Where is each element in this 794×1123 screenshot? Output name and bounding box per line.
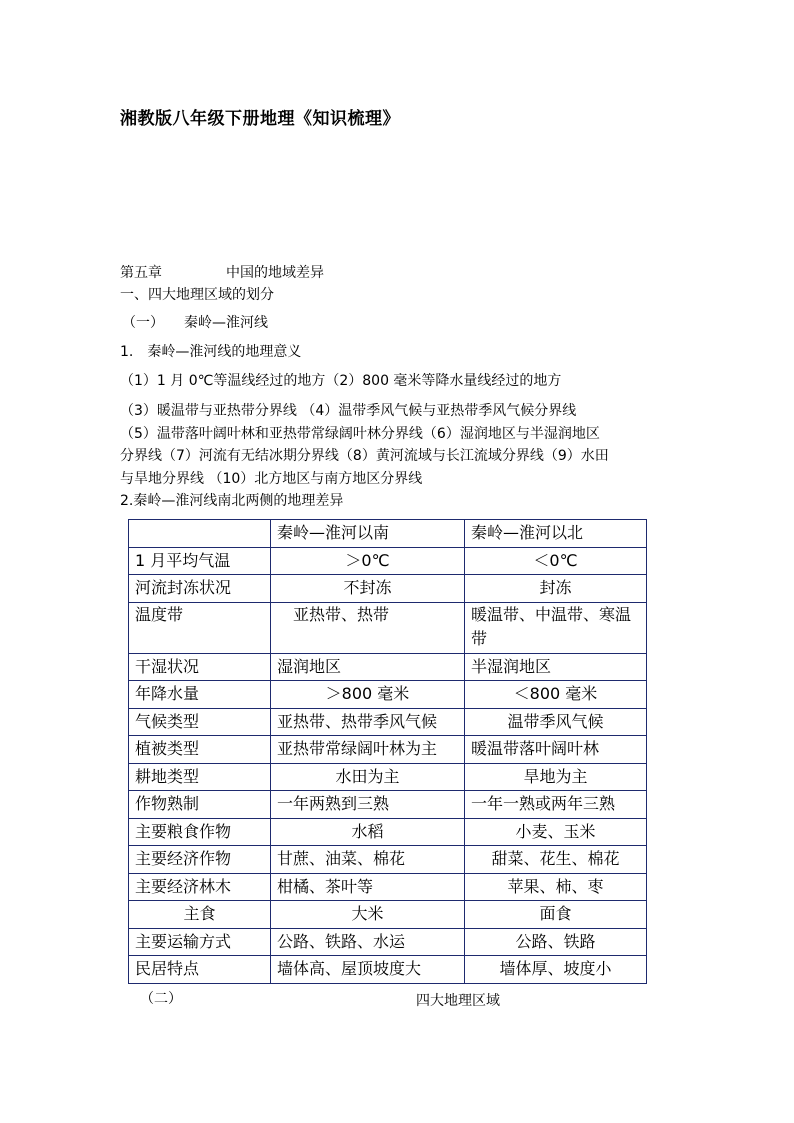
south-value: 柑橘、茶叶等 [271,873,465,901]
subsection-title: 秦岭—淮河线 [184,315,268,331]
header-cell-north: 秦岭—淮河以北 [465,520,647,548]
row-label: 主要运输方式 [129,928,271,956]
south-value: ＞0℃ [271,547,465,575]
south-value: ＞800 毫米 [271,681,465,709]
table-row [129,736,647,764]
table-header-row [129,520,647,548]
table-row [129,928,647,956]
row-label: 1 月平均气温 [129,547,271,575]
south-value: 亚热带常绿阔叶林为主 [271,736,465,764]
north-value: 面食 [465,901,647,929]
south-value: 湿润地区 [271,653,465,681]
row-label: 主要经济林木 [129,873,271,901]
row-label: 河流封冻状况 [129,575,271,603]
table-row [129,681,647,709]
south-value: 公路、铁路、水运 [271,928,465,956]
chapter-title: 中国的地域差异 [226,265,324,281]
table-row [129,901,647,929]
table-row [129,763,647,791]
north-value: 公路、铁路 [465,928,647,956]
south-value: 水稻 [271,818,465,846]
footer-subsection-title: 四大地理区域 [416,993,500,1009]
row-label: 主要粮食作物 [129,818,271,846]
table-row [129,708,647,736]
north-value: 暖温带落叶阔叶林 [465,736,647,764]
table-row [129,602,647,653]
table-row [129,575,647,603]
row-label: 植被类型 [129,736,271,764]
north-value: 旱地为主 [465,763,647,791]
page-title: 湘教版八年级下册地理《知识梳理》 [120,109,400,129]
para-line: （1）1 月 0℃等温线经过的地方（2）800 毫米等降水量线经过的地方 [120,373,562,389]
south-value: 甘蔗、油菜、棉花 [271,846,465,874]
south-value: 墙体高、屋顶坡度大 [271,956,465,984]
table-row [129,956,647,984]
para-line: 与旱地分界线 （10）北方地区与南方地区分界线 [120,470,423,487]
north-value: 暖温带、中温带、寒温带 [465,602,647,653]
south-value: 一年两熟到三熟 [271,791,465,819]
header-cell-south: 秦岭—淮河以南 [271,520,465,548]
row-label: 作物熟制 [129,791,271,819]
para-line: （3）暖温带与亚热带分界线 （4）温带季风气候与亚热带季风气候分界线 [120,403,577,419]
north-value: 小麦、玉米 [465,818,647,846]
north-value: 墙体厚、坡度小 [465,956,647,984]
south-value: 亚热带、热带季风气候 [271,708,465,736]
north-value: ＜800 毫米 [465,681,647,709]
north-south-difference-table [128,519,647,984]
north-value: 苹果、柿、枣 [465,873,647,901]
row-label: 气候类型 [129,708,271,736]
row-label: 干湿状况 [129,653,271,681]
table-row [129,791,647,819]
table-row [129,818,647,846]
section-heading: 一、四大地理区域的划分 [120,287,274,303]
item-heading-1: 1. 秦岭—淮河线的地理意义 [120,344,302,360]
south-value: 水田为主 [271,763,465,791]
north-value: 半湿润地区 [465,653,647,681]
para-line: 分界线（7）河流有无结冰期分界线（8）黄河流域与长江流域分界线（9）水田 [120,448,609,464]
table-row [129,846,647,874]
row-label: 温度带 [129,602,271,653]
south-value: 不封冻 [271,575,465,603]
row-label: 民居特点 [129,956,271,984]
row-label: 年降水量 [129,681,271,709]
north-value: 甜菜、花生、棉花 [465,846,647,874]
north-value: 一年一熟或两年三熟 [465,791,647,819]
table-row [129,547,647,575]
item-heading-2: 2.秦岭—淮河线南北两侧的地理差异 [120,493,344,509]
south-value: 亚热带、热带 [271,602,465,653]
significance-paragraph [120,400,680,490]
row-label: 主要经济作物 [129,846,271,874]
footer-subsection-number: （二） [140,991,182,1007]
south-value: 大米 [271,901,465,929]
table-row [129,873,647,901]
north-value: ＜0℃ [465,547,647,575]
header-cell [129,520,271,548]
row-label: 主食 [129,901,271,929]
para-line: （5）温带落叶阔叶林和亚热带常绿阔叶林分界线（6）湿润地区与半湿润地区 [120,425,600,442]
subsection-number: （一） [122,315,164,331]
north-value: 封冻 [465,575,647,603]
chapter-number: 第五章 [120,265,162,281]
north-value: 温带季风气候 [465,708,647,736]
row-label: 耕地类型 [129,763,271,791]
table-row [129,653,647,681]
